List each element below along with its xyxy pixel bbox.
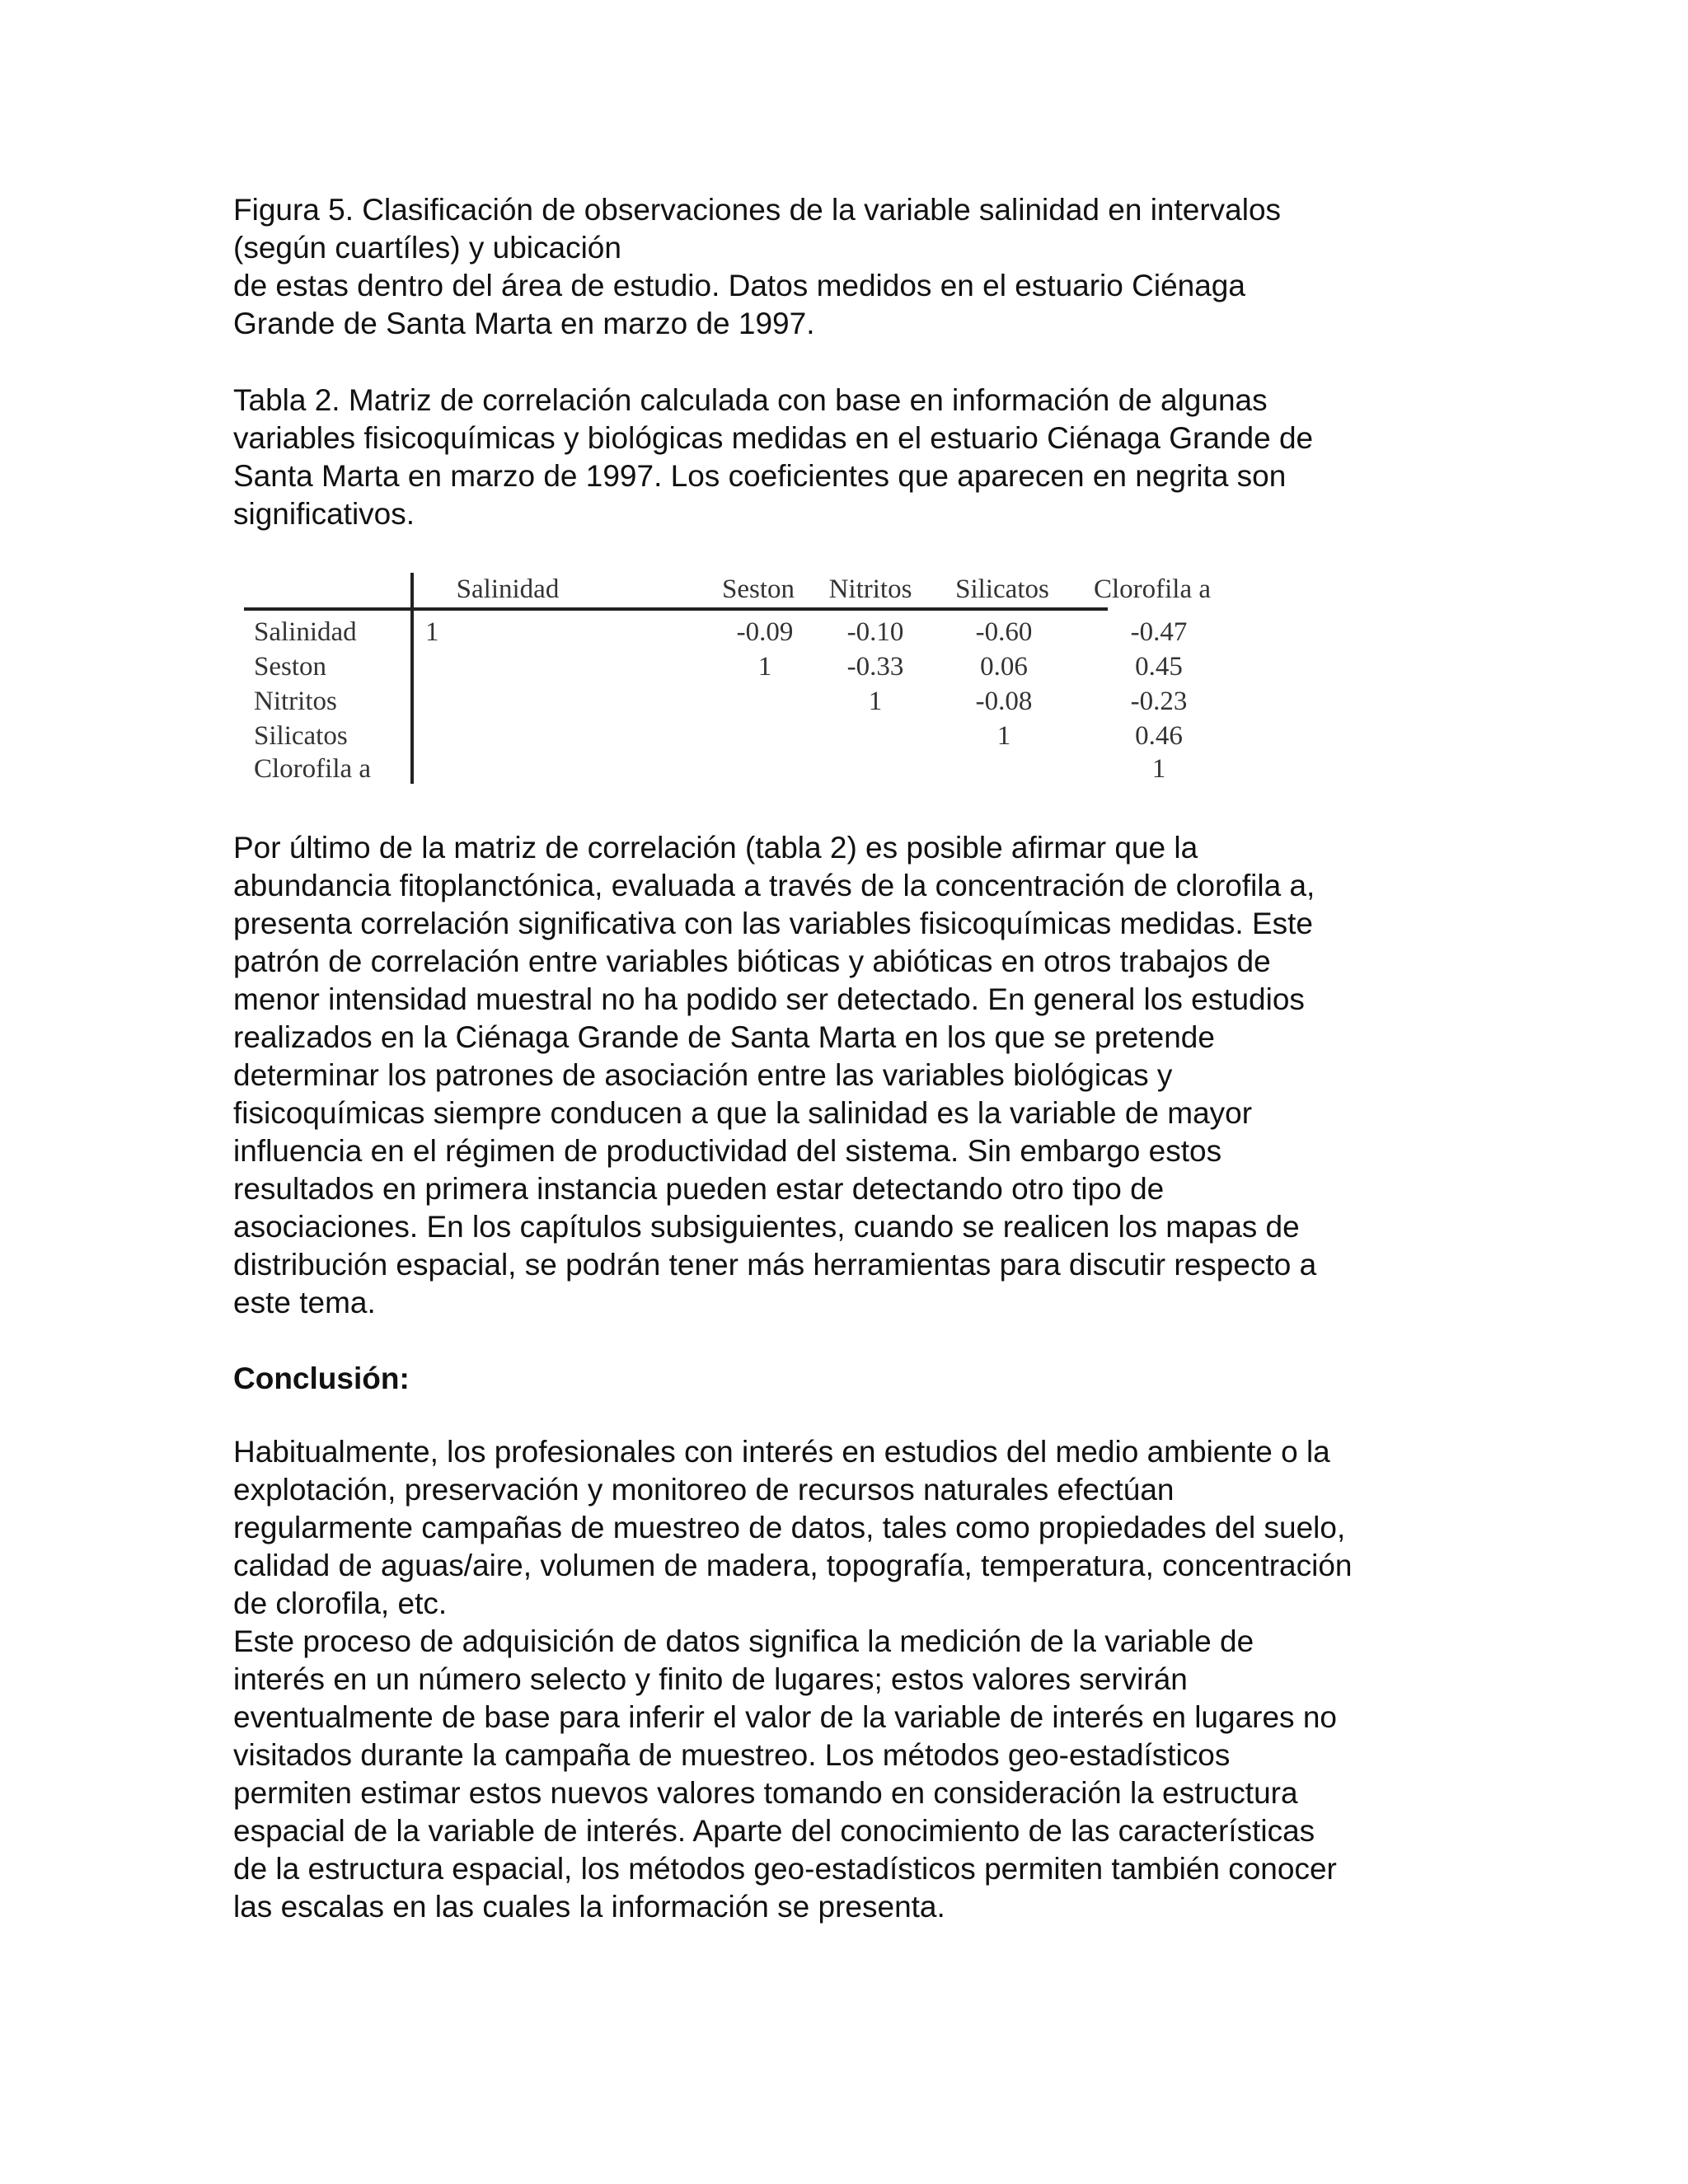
table-cell: 1 — [757, 652, 772, 682]
table-caption: Tabla 2. Matriz de correlación calculada con base en información de algunas variables fisicoquímicas y biológicas medidas en el estuario Ciénaga Grande de Santa Marta en marzo de 1997. Los coeficientes que aparecen en negrita son significativos. — [233, 383, 1314, 531]
row-label: Clorofila a — [254, 754, 372, 784]
table-horizontal-rule — [244, 607, 1108, 611]
row-label: Silicatos — [254, 721, 348, 751]
table-cell: -0.08 — [975, 687, 1033, 716]
table-cell: 1 — [425, 617, 439, 647]
row-label: Nitritos — [254, 687, 337, 716]
table-cell: -0.09 — [736, 617, 794, 647]
table-cell: 1 — [996, 721, 1011, 751]
row-label: Seston — [254, 652, 327, 682]
conclusion-heading: Conclusión: — [233, 1361, 410, 1395]
table-cell: -0.10 — [846, 617, 904, 647]
table-cell: -0.60 — [975, 617, 1033, 647]
column-header: Nitritos — [828, 574, 912, 604]
column-header: Seston — [721, 574, 795, 604]
table-vertical-rule — [410, 573, 414, 784]
table-cell: 0.46 — [1135, 721, 1183, 751]
table-cell: 0.45 — [1135, 652, 1183, 682]
table-cell: -0.47 — [1130, 617, 1188, 647]
column-header: Silicatos — [955, 574, 1049, 604]
table-cell: -0.23 — [1130, 687, 1188, 716]
table-cell: 1 — [868, 687, 883, 716]
row-label: Salinidad — [254, 617, 357, 647]
column-header: Salinidad — [456, 574, 560, 604]
paragraph-conclusion: Habitualmente, los profesionales con interés en estudios del medio ambiente o la explotación, preservación y monitoreo de recursos naturales efectúan regularmente campañas de muestreo de datos, tales como propiedades del suelo, calidad de aguas/aire, volumen de madera, topografía, temperatura, concentración de clorofila, etc. Este proceso de adquisición de datos significa la medición de la variable de interés en un número selecto y finito de lugares; estos valores servirán eventualmente de base para inferir el valor de la variable de interés en lugares no visitados durante la campaña de muestreo. Los métodos geo-estadísticos permiten estimar estos nuevos valores tomando en consideración la estructura espacial de la variable de interés. Aparte del conocimiento de las características de la estructura espacial, los métodos geo-estadísticos permiten también conocer las escalas en las cuales la información se presenta. — [233, 1435, 1353, 1924]
correlation-table — [244, 573, 1212, 787]
column-header: Clorofila a — [1093, 574, 1212, 604]
table-cell: 0.06 — [980, 652, 1028, 682]
figure-caption: Figura 5. Clasificación de observaciones de la variable salinidad en intervalos (según cuartíles) y ubicación de estas dentro del área de estudio. Datos medidos en el estuario Ciénaga Grande de Santa Marta en marzo de 1997. — [233, 193, 1282, 340]
table-cell: 1 — [1151, 754, 1166, 784]
table-cell: -0.33 — [846, 652, 904, 682]
paragraph-correlation-discussion: Por último de la matriz de correlación (tabla 2) es posible afirmar que la abundancia fitoplanctónica, evaluada a través de la concentración de clorofila a, presenta correlación significativa con las variables fisicoquímicas medidas. Este patrón de correlación entre variables bióticas y abióticas en otros trabajos de menor intensidad muestral no ha podido ser detectado. En general los estudios realizados en la Ciénaga Grande de Santa Marta en los que se pretende determinar los patrones de asociación entre las variables biológicas y fisicoquímicas siempre conducen a que la salinidad es la variable de mayor influencia en el régimen de productividad del sistema. Sin embargo estos resultados en primera instancia pueden estar detectando otro tipo de asociaciones. En los capítulos subsiguientes, cuando se realicen los mapas de distribución espacial, se podrán tener más herramientas para discutir respecto a este tema. — [233, 831, 1317, 1319]
